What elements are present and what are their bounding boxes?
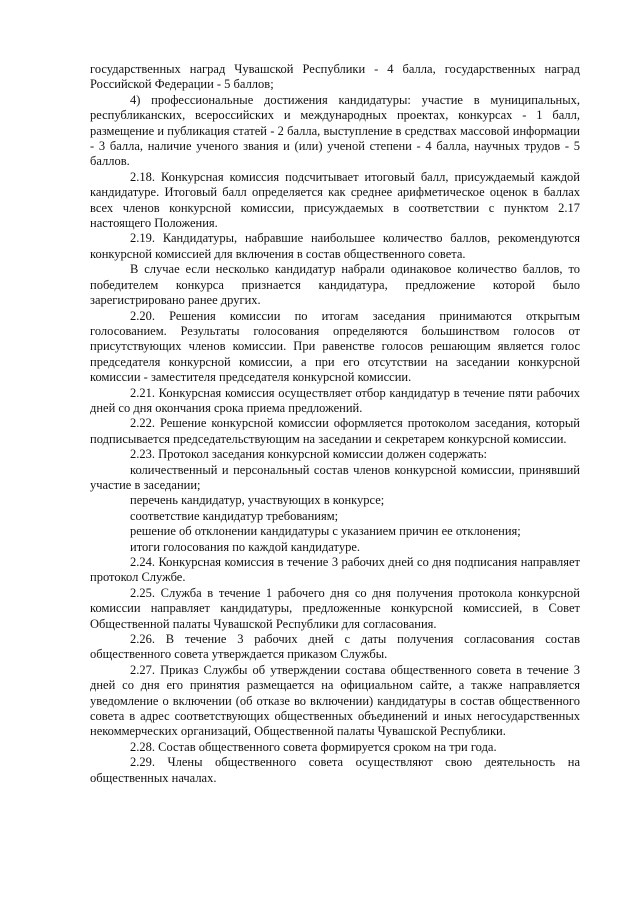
paragraph-2-23: 2.23. Протокол заседания конкурсной комиссии должен содержать: (130, 447, 487, 462)
document-page (90, 62, 580, 786)
paragraph-2-28: 2.28. Состав общественного совета формируется сроком на три года. (130, 739, 497, 754)
paragraph-2-19: 2.19. Кандидатуры, набравшие наибольшее количество баллов, рекомендуются конкурсной комиссией для включения в состав общественного совета. (90, 231, 580, 261)
paragraph-2-20: 2.20. Решения комиссии по итогам заседания принимаются открытым голосованием. Результаты голосования определяются большинством голосов от присутствующих членов комиссии. При равенстве голосов решающим является голос председателя конкурсной комиссии, а при его отсутствии на заседании конкурсной комиссии - заместителя председателя конкурсной комиссии. (90, 308, 580, 385)
paragraph-2-29: 2.29. Члены общественного совета осуществляют свою деятельность на общественных началах. (90, 755, 580, 785)
list-item-candidates-list: перечень кандидатур, участвующих в конкурсе; (130, 493, 385, 508)
paragraph-2-25: 2.25. Служба в течение 1 рабочего дня со дня получения протокола конкурсной комиссии направляет кандидатуры, предложенные конкурсной комиссией, в Совет Общественной палаты Чувашской Республики для согласования. (90, 585, 580, 631)
list-item-commission-composition: количественный и персональный состав членов конкурсной комиссии, принявший участие в заседании; (90, 462, 580, 492)
paragraph-2-26: 2.26. В течение 3 рабочих дней с даты получения согласования состав общественного совета утверждается приказом Службы. (90, 632, 580, 662)
paragraph-professional-achievements: 4) профессиональные достижения кандидатуры: участие в муниципальных, республиканских, всероссийских и международных проектах, конкурсах - 1 балл, размещение и публикация статей - 2 балла, выступление в средствах массовой информации - 3 балла, наличие ученого звания и (или) ученой степени - 4 балла, научных трудов - 5 баллов. (90, 92, 580, 169)
list-item-requirements-compliance: соответствие кандидатур требованиям; (130, 508, 339, 523)
paragraph-2-21: 2.21. Конкурсная комиссия осуществляет отбор кандидатур в течение пяти рабочих дней со дня окончания срока приема предложений. (90, 385, 580, 415)
paragraph-equal-points: В случае если несколько кандидатур набрали одинаковое количество баллов, то победителем конкурса признается кандидатура, предложение которой было зарегистрировано ранее других. (90, 262, 580, 308)
paragraph-2-27: 2.27. Приказ Службы об утверждении состава общественного совета в течение 3 дней со дня его принятия размещается на официальном сайте, а также направляется уведомление о включении (об отказе во включении) кандидатуры в состав общественного совета в адрес соответствующих общественных объединений и иных негосударственных некоммерческих организаций, Общественной палаты Чувашской Республики. (90, 662, 580, 739)
list-item-voting-results: итоги голосования по каждой кандидатуре. (130, 539, 360, 554)
paragraph-2-24: 2.24. Конкурсная комиссия в течение 3 рабочих дней со дня подписания направляет протокол Службе. (90, 555, 580, 585)
paragraph-2-22: 2.22. Решение конкурсной комиссии оформляется протоколом заседания, который подписывается председательствующим на заседании и секретарем конкурсной комиссии. (90, 416, 580, 446)
list-item-rejection-decision: решение об отклонении кандидатуры с указанием причин ее отклонения; (130, 524, 521, 539)
paragraph-2-18: 2.18. Конкурсная комиссия подсчитывает итоговый балл, присуждаемый каждой кандидатуре. Итоговый балл определяется как среднее арифметическое оценок в баллах всех членов конкурсной комиссии, присуждаемых в соответствии с пунктом 2.17 настоящего Положения. (90, 169, 580, 231)
paragraph-awards-points: государственных наград Чувашской Республики - 4 балла, государственных наград Российской Федерации - 5 баллов; (90, 62, 580, 92)
